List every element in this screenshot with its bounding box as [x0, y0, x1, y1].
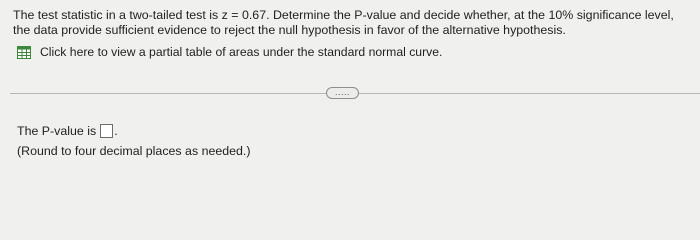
answer-suffix: . [114, 124, 118, 138]
expand-button[interactable] [326, 87, 359, 99]
p-value-input[interactable] [100, 124, 113, 138]
answer-line [17, 124, 118, 138]
answer-prompt: The P-value is [17, 124, 97, 138]
table-icon [17, 46, 31, 59]
normal-table-link-label: Click here to view a partial table of areas under the standard normal curve. [40, 45, 443, 59]
more-dots-icon: ..... [334, 86, 350, 97]
question-text [13, 8, 697, 38]
rounding-instruction: (Round to four decimal places as needed.) [17, 144, 251, 158]
normal-table-link[interactable] [17, 45, 442, 59]
question-line-2: the data provide sufficient evidence to reject the null hypothesis in favor of the alternative hypothesis. [13, 23, 566, 37]
question-line-1: The test statistic in a two-tailed test is z = 0.67. Determine the P-value and decide whether, at the 10% significance level, [13, 8, 674, 22]
